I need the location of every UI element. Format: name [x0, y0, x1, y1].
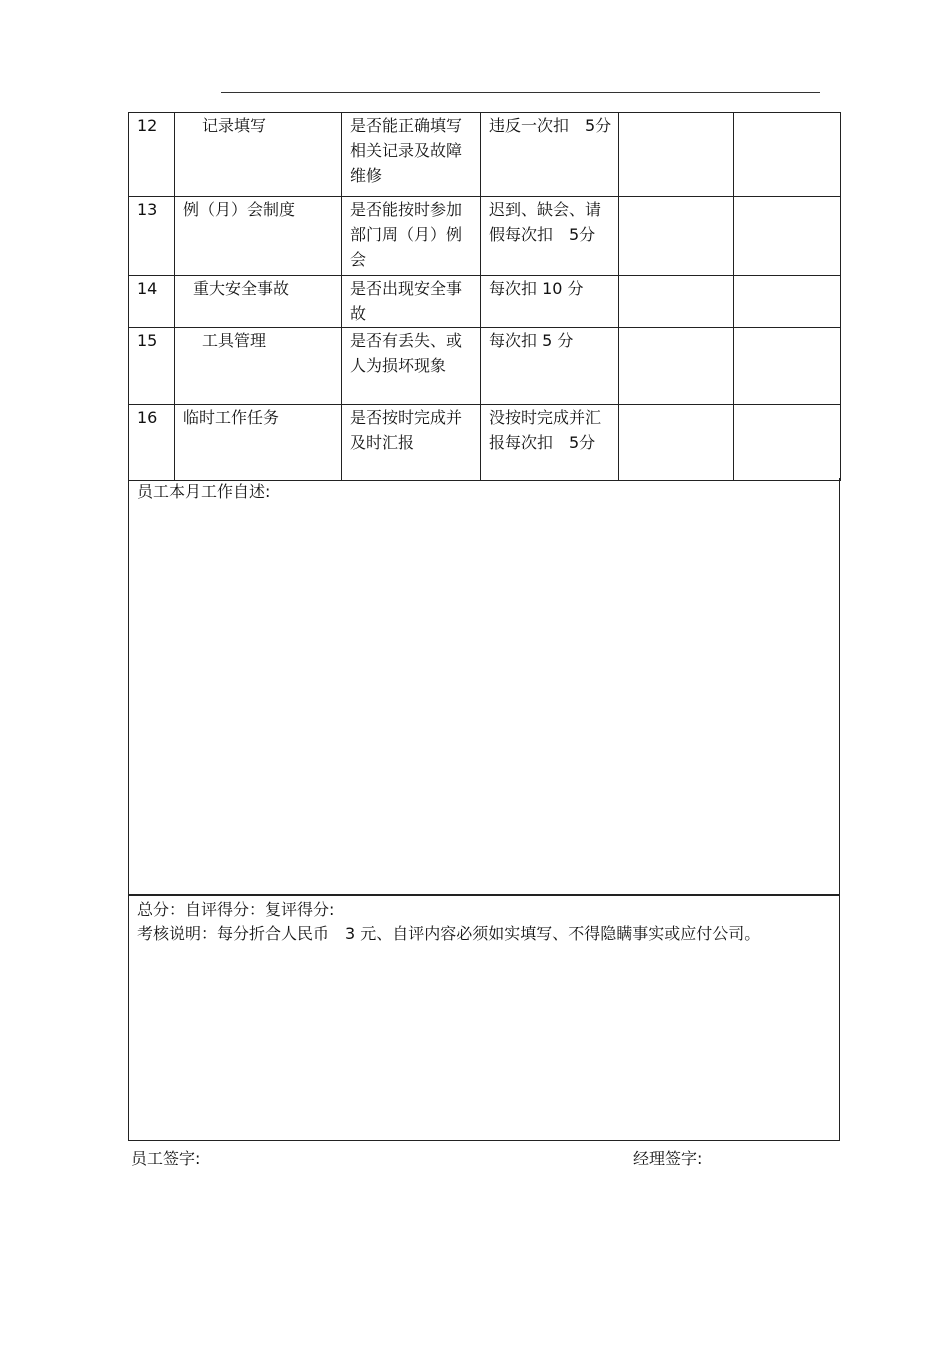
- deduction-text: 每次扣 5 分: [489, 331, 574, 350]
- row-number-cell: [129, 113, 175, 197]
- row-number-cell: [129, 197, 175, 276]
- item-name: 记录填写: [202, 116, 267, 135]
- row-number-cell: [129, 276, 175, 328]
- criteria-text: 是否有丢失、或人为损坏现象: [350, 331, 463, 375]
- deduction-cell: [481, 276, 619, 328]
- deduction-text: 每次扣 10 分: [489, 279, 584, 298]
- criteria-text: 是否能按时参加部门周（月）例会: [350, 200, 463, 269]
- row-number: 14: [137, 279, 158, 298]
- self-score-cell[interactable]: [619, 328, 734, 405]
- review-score-cell[interactable]: [734, 197, 841, 276]
- header-rule: [221, 92, 820, 93]
- row-number: 16: [137, 408, 158, 427]
- item-name: 例（月）会制度: [183, 200, 296, 219]
- deduction-text: 迟到、缺会、请假每次扣 5分: [489, 200, 602, 244]
- criteria-cell: [342, 405, 481, 481]
- self-review-label: 员工本月工作自述:: [137, 482, 271, 501]
- row-number: 13: [137, 200, 158, 219]
- employee-signature-label: 员工签字:: [131, 1149, 201, 1168]
- review-score-cell[interactable]: [734, 113, 841, 197]
- row-number-cell: [129, 328, 175, 405]
- item-name: 工具管理: [202, 331, 267, 350]
- review-score-cell[interactable]: [734, 328, 841, 405]
- deduction-text: 没按时完成并汇报每次扣 5分: [489, 408, 602, 452]
- criteria-cell: [342, 328, 481, 405]
- row-number-cell: [129, 405, 175, 481]
- review-score-cell[interactable]: [734, 405, 841, 481]
- assessment-table: [128, 112, 841, 481]
- criteria-cell: [342, 113, 481, 197]
- item-cell: [175, 276, 342, 328]
- self-review-section[interactable]: [128, 478, 840, 895]
- item-name: 重大安全事故: [193, 279, 290, 298]
- item-cell: [175, 405, 342, 481]
- deduction-cell: [481, 405, 619, 481]
- item-cell: [175, 328, 342, 405]
- review-score-cell[interactable]: [734, 276, 841, 328]
- item-name: 临时工作任务: [183, 408, 280, 427]
- criteria-text: 是否出现安全事故: [350, 279, 463, 323]
- scoring-section: [128, 895, 840, 1141]
- criteria-cell: [342, 276, 481, 328]
- item-cell: [175, 197, 342, 276]
- deduction-cell: [481, 328, 619, 405]
- table-row: [129, 328, 841, 405]
- self-score-cell[interactable]: [619, 276, 734, 328]
- table-row: [129, 197, 841, 276]
- deduction-text: 违反一次扣 5分: [489, 116, 612, 135]
- table-row: [129, 113, 841, 197]
- manager-signature-label: 经理签字:: [633, 1149, 703, 1168]
- deduction-cell: [481, 197, 619, 276]
- self-score-cell[interactable]: [619, 405, 734, 481]
- criteria-cell: [342, 197, 481, 276]
- score-summary: 总分：自评得分：复评得分:: [137, 900, 335, 919]
- table-row: [129, 276, 841, 328]
- criteria-text: 是否能正确填写相关记录及故障维修: [350, 116, 463, 185]
- row-number: 15: [137, 331, 158, 350]
- item-cell: [175, 113, 342, 197]
- assessment-note: 考核说明：每分折合人民币 3 元、自评内容必须如实填写、不得隐瞒事实或应付公司。: [137, 924, 761, 943]
- self-score-cell[interactable]: [619, 113, 734, 197]
- deduction-cell: [481, 113, 619, 197]
- criteria-text: 是否按时完成并及时汇报: [350, 408, 463, 452]
- self-score-cell[interactable]: [619, 197, 734, 276]
- row-number: 12: [137, 116, 158, 135]
- table-row: [129, 405, 841, 481]
